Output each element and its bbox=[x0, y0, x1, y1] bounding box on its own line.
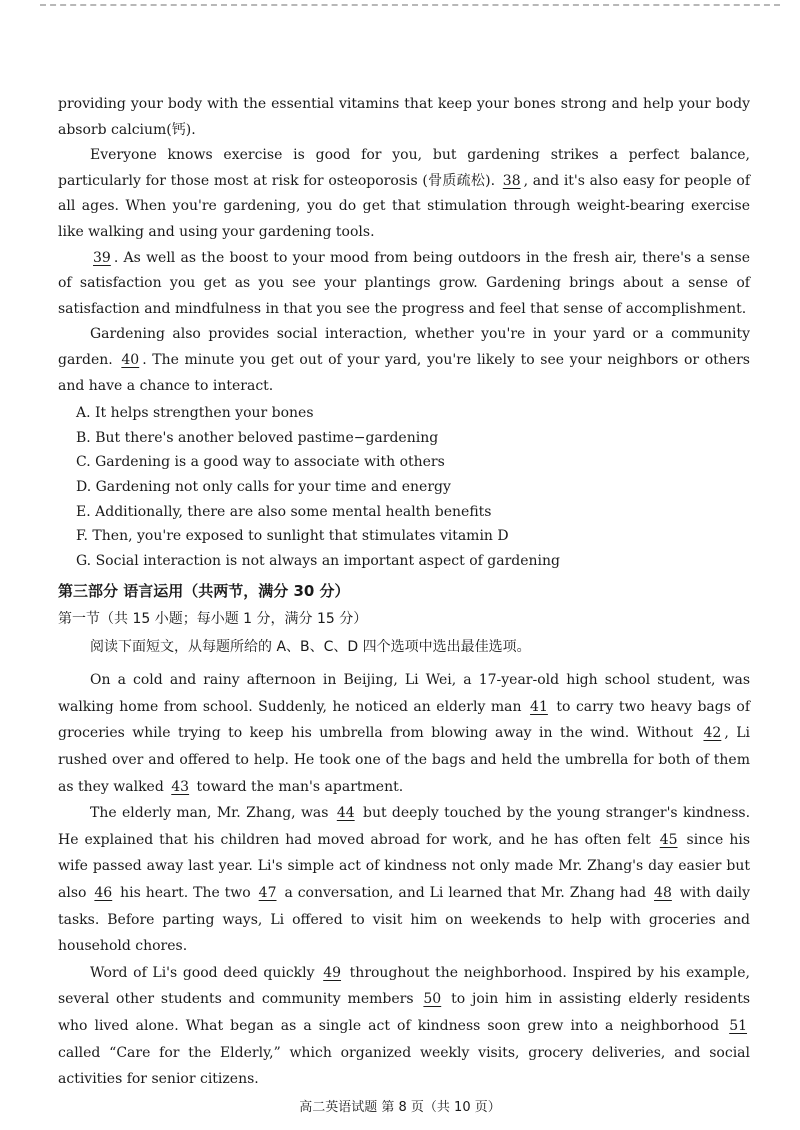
blank-48: 48 bbox=[654, 885, 672, 902]
cloze-paragraph-1: On a cold and rainy afternoon in Beijing, Li Wei, a 17-year-old high school student, was walking home from school. Suddenly, he noticed an elderly man 41 to carry two heavy bags of groceries while trying to keep his umbrella from blowing away in the wind. Without 42 , Li rushed over and offered to help. He took one of the bags and held the umbrella for both of them as they walked 43 toward the man's apartment. bbox=[58, 667, 750, 800]
blank-43: 43 bbox=[171, 778, 190, 795]
blank-51: 51 bbox=[729, 1018, 748, 1034]
cloze-paragraph-3: Word of Li's good deed quickly 49 throughout the neighborhood. Inspired by his example, several other students and community members 50 to join him in assisting elderly residents who lived alone. What began as a single act of kindness soon grew into a neighborhood 51 called “Care for the Elderly,” which organized weekly visits, grocery deliveries, and social activities for senior citizens. bbox=[58, 960, 750, 1093]
blank-49: 49 bbox=[323, 964, 342, 981]
option-b: B. But there's another beloved pastime−gardening bbox=[76, 429, 439, 446]
blank-45: 45 bbox=[659, 831, 678, 848]
page-footer: 高二英语试题 第 8 页（共 10 页） bbox=[299, 1100, 501, 1115]
cloze-paragraph-2: The elderly man, Mr. Zhang, was 44 but deeply touched by the young stranger's kindness. He explained that his children had moved abroad for work, and he has often felt 45 since his wife passed away last year. Li's simple act of kindness not only made Mr. Zhang's day easier but also 46 his heart. The two 47 a conversation, and Li learned that Mr. Zhang had 48 with daily tasks. Before parting ways, Li offered to visit him on weekends to help with groceries and household chores. bbox=[58, 800, 750, 960]
option-e: E. Additionally, there are also some mental health benefits bbox=[76, 503, 492, 520]
blank-41: 41 bbox=[530, 698, 548, 715]
reading-paragraph-3: 39 . As well as the boost to your mood from being outdoors in the fresh air, there's a sense of satisfaction you get as you see your plantings grow. Gardening brings about a sense of satisfaction and mindfulness in that you see the progress and feel that sense of accomplishment. bbox=[58, 246, 750, 323]
option-g: G. Social interaction is not always an important aspect of gardening bbox=[76, 552, 561, 569]
cloze-passage bbox=[58, 667, 750, 1093]
reading-paragraph-4: Gardening also provides social interaction, whether you're in your yard or a community garden. 40 . The minute you get out of your yard, you're likely to see your neighbors or others and have a chance to interact. bbox=[58, 326, 750, 394]
subsection-title: 第一节（共 15 小题；每小题 1 分，满分 15 分） bbox=[58, 611, 368, 628]
top-dashed-rule bbox=[40, 4, 780, 6]
option-c: C. Gardening is a good way to associate with others bbox=[76, 454, 445, 471]
option-f: F. Then, you're exposed to sunlight that stimulates vitamin D bbox=[76, 528, 509, 545]
blank-39: 39 bbox=[93, 249, 111, 266]
reading-paragraph-2: Everyone knows exercise is good for you, but gardening strikes a perfect balance, particularly for those most at risk for osteoporosis (骨质疏松). 38 , and it's also easy for people of all ages. When you're gardening, you do get that stimulation through weight-bearing exercise like walking and using your gardening tools. bbox=[58, 147, 750, 240]
blank-50: 50 bbox=[423, 991, 442, 1008]
blank-42: 42 bbox=[703, 725, 722, 742]
instruction-text: 阅读下面短文，从每题所给的 A、B、C、D 四个选项中选出最佳选项。 bbox=[90, 639, 531, 656]
option-d: D. Gardening not only calls for your time and energy bbox=[76, 478, 451, 495]
blank-46: 46 bbox=[94, 885, 113, 902]
reading-paragraph-1: providing your body with the essential vitamins that keep your bones strong and help your body absorb calcium(钙). bbox=[58, 96, 750, 138]
blank-47: 47 bbox=[258, 885, 277, 902]
blank-44: 44 bbox=[336, 805, 355, 822]
blank-38: 38 bbox=[502, 172, 521, 189]
exam-page-content bbox=[58, 92, 750, 1093]
option-a: A. It helps strengthen your bones bbox=[76, 405, 314, 422]
section-title: 第三部分 语言运用（共两节，满分 30 分） bbox=[58, 582, 350, 601]
option-list bbox=[76, 401, 750, 573]
blank-40: 40 bbox=[121, 351, 140, 368]
